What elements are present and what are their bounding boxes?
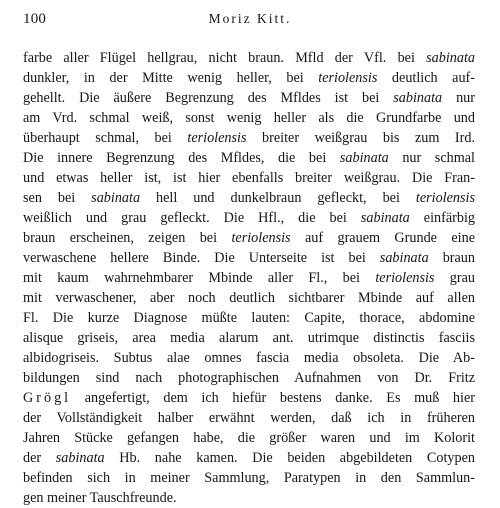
- text-segment: Die innere Begrenzung des Mfldes, die bei: [23, 150, 340, 166]
- italic-term: sabinata: [379, 250, 429, 266]
- text-segment: einfärbig: [409, 210, 475, 226]
- text-segment: weißlich und grau gefleckt. Die Hfl., die bei: [23, 210, 361, 226]
- text-segment: albidogriseis. Subtus alae omnes fascia media obsoleta. Die Ab-: [23, 350, 475, 366]
- text-segment: befinden sich in meiner Sammlung, Paratypen in den Sammlun-: [23, 470, 475, 486]
- text-segment: farbe aller Flügel hellgrau, nicht braun. Mfld der Vfl. bei: [23, 50, 427, 66]
- text-segment: Hb. nahe kamen. Die beiden abgebildeten Cotypen: [104, 450, 475, 466]
- text-segment: mit verwaschener, aber noch deutlich sichtbarer Mbinde auf allen: [23, 290, 475, 306]
- text-line: [23, 488, 475, 508]
- italic-term: sabinata: [55, 450, 105, 466]
- text-segment: der Vollständigkeit halber erwähnt werden, daß ich in früheren: [23, 410, 475, 426]
- text-segment: deutlich auf-: [377, 70, 476, 86]
- text-segment: Jahren Stücke gefangen habe, die größer waren und im Kolorit: [23, 430, 475, 446]
- text-line: [23, 328, 475, 348]
- text-line: [23, 288, 475, 308]
- page-number: 100: [23, 11, 47, 27]
- text-line: [23, 348, 475, 368]
- text-segment: am Vrd. schmal weiß, sonst wenig heller als die Grundfarbe und: [23, 110, 475, 126]
- text-line: [23, 368, 475, 388]
- text-line: [23, 468, 475, 488]
- text-segment: gehellt. Die äußere Begrenzung des Mfldes ist bei: [23, 90, 394, 106]
- italic-term: teriolensis: [375, 270, 435, 286]
- text-segment: überhaupt schmal, bei: [23, 130, 188, 146]
- italic-term: sabinata: [91, 190, 141, 206]
- italic-term: sabinata: [393, 90, 443, 106]
- text-line: [23, 128, 475, 148]
- italic-term: teriolensis: [415, 190, 475, 206]
- text-segment: breiter weißgrau bis zum Ird.: [246, 130, 475, 146]
- text-line: [23, 208, 475, 228]
- running-head: Moriz Kitt.: [208, 11, 292, 26]
- text-segment: sen bei: [23, 190, 92, 206]
- text-segment: bildungen sind nach photographischen Aufnahmen von Dr. Fritz: [23, 370, 475, 386]
- spaced-name: Grögl: [23, 390, 72, 406]
- italic-term: sabinata: [360, 210, 410, 226]
- italic-term: teriolensis: [187, 130, 247, 146]
- italic-term: teriolensis: [231, 230, 291, 246]
- text-line: [23, 48, 475, 68]
- text-line: [23, 148, 475, 168]
- text-segment: auf grauem Grunde eine: [290, 230, 475, 246]
- text-segment: grau: [434, 270, 475, 286]
- text-line: [23, 108, 475, 128]
- text-segment: angefertigt, dem ich hiefür bestens danke. Es muß hier: [71, 390, 475, 406]
- text-line: [23, 408, 475, 428]
- italic-term: sabinata: [426, 50, 475, 66]
- text-line: [23, 168, 475, 188]
- body-text: [23, 48, 475, 508]
- text-segment: gen meiner Tauschfreunde.: [23, 490, 177, 506]
- text-line: [23, 188, 475, 208]
- text-segment: nur: [442, 90, 475, 106]
- text-line: [23, 388, 475, 408]
- text-segment: Fl. Die kurze Diagnose müßte lauten: Capite, thorace, abdomine: [23, 310, 475, 326]
- text-line: [23, 268, 475, 288]
- text-line: [23, 448, 475, 468]
- italic-term: teriolensis: [318, 70, 378, 86]
- text-segment: der: [23, 450, 56, 466]
- text-line: [23, 308, 475, 328]
- text-segment: nur schmal: [388, 150, 475, 166]
- text-line: [23, 428, 475, 448]
- text-segment: dunkler, in der Mitte wenig heller, bei: [23, 70, 319, 86]
- text-line: [23, 248, 475, 268]
- text-segment: braun: [428, 250, 475, 266]
- text-segment: hell und dunkelbraun gefleckt, bei: [140, 190, 416, 206]
- text-segment: mit kaum wahrnehmbarer Mbinde aller Fl., bei: [23, 270, 376, 286]
- italic-term: sabinata: [339, 150, 389, 166]
- text-segment: alisque griseis, area media alarum ant. utrimque distinctis fasciis: [23, 330, 475, 346]
- text-line: [23, 68, 475, 88]
- text-line: [23, 228, 475, 248]
- text-segment: verwaschene hellere Binde. Die Unterseite ist bei: [23, 250, 380, 266]
- text-line: [23, 88, 475, 108]
- text-segment: und etwas heller ist, ist hier ebenfalls breiter weißgrau. Die Fran-: [23, 170, 475, 186]
- text-segment: braun erscheinen, zeigen bei: [23, 230, 232, 246]
